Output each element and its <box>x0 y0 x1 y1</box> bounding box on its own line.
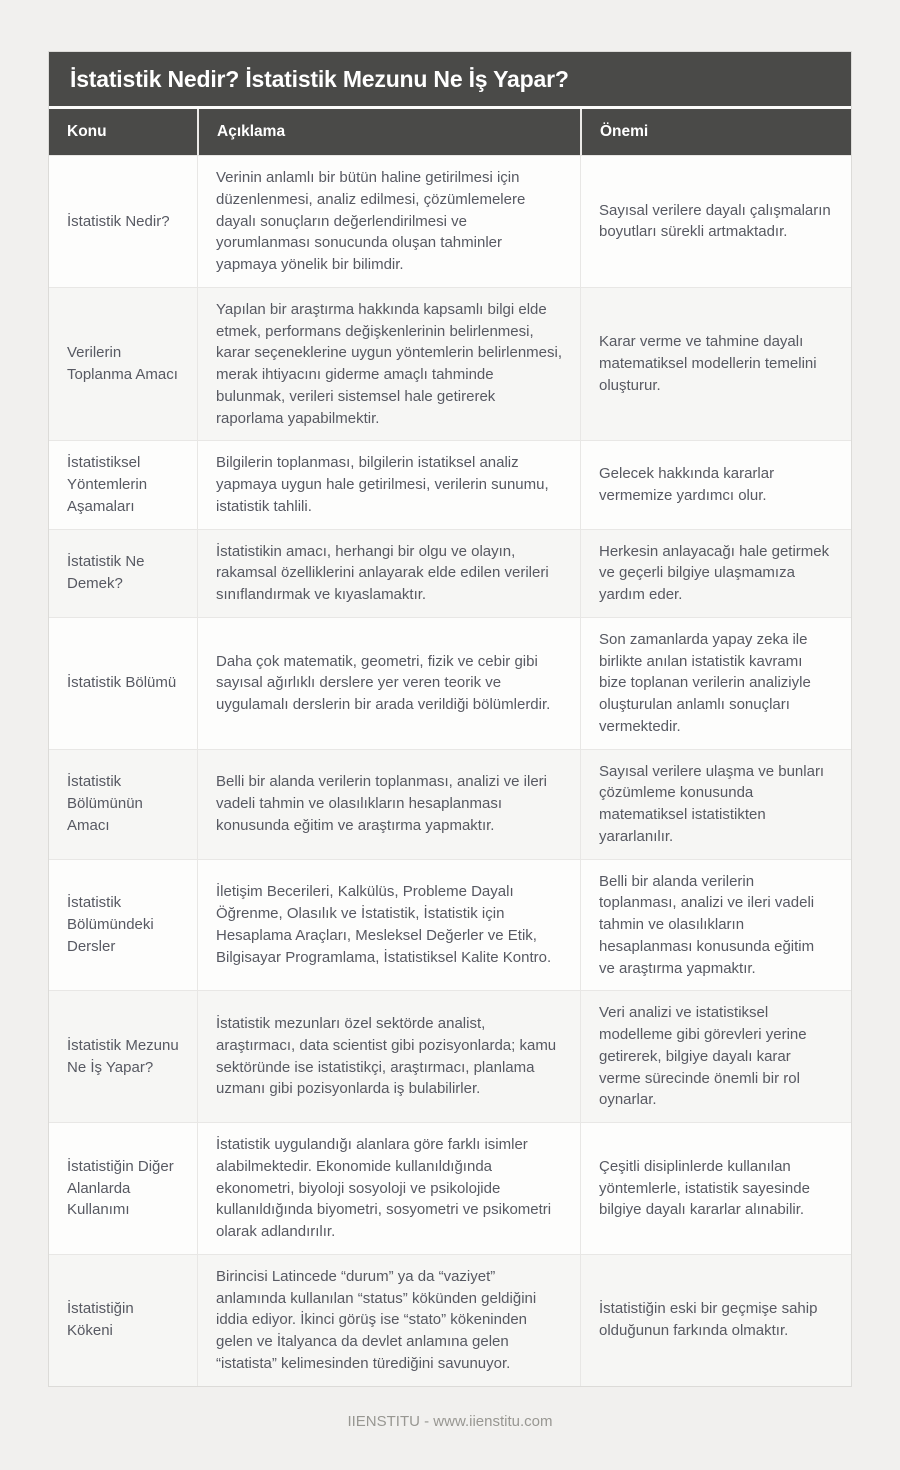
table-row <box>49 529 851 617</box>
topic-cell: İstatistik Mezunu Ne İş Yapar? <box>49 990 197 1122</box>
description-cell: İstatistik uygulandığı alanlara göre farklı isimler alabilmektedir. Ekonomide kullanıldığında ekonometri, biyoloji sosyoloji ve psikolojide kullanıldığında biyometri, sosyometri ve psikometri olarak adlandırılır. <box>197 1122 580 1254</box>
importance-cell: İstatistiğin eski bir geçmişe sahip olduğunun farkında olmaktır. <box>580 1254 851 1386</box>
description-cell: Bilgilerin toplanması, bilgilerin istatiksel analiz yapmaya uygun hale getirilmesi, verilerin sunumu, istatistik tahlili. <box>197 440 580 528</box>
importance-cell: Son zamanlarda yapay zeka ile birlikte anılan istatistik kavramı bize toplanan verilerin analiziyle oluşturulan anlamlı sonuçları vermektedir. <box>580 617 851 749</box>
description-cell: Yapılan bir araştırma hakkında kapsamlı bilgi elde etmek, performans değişkenlerinin belirlenmesi, karar seçeneklerine uygun yöntemlerin belirlenmesi, merak ihtiyacını giderme amaçlı tahminde bulunmak, verileri sistemsel hale getirerek raporlama yapabilmektir. <box>197 287 580 441</box>
column-header-konu: Konu <box>49 109 197 155</box>
table-row <box>49 155 851 287</box>
description-cell: İstatistikin amacı, herhangi bir olgu ve olayın, rakamsal özelliklerini anlayarak elde edilen verileri sınıflandırmak ve kıyaslamaktır. <box>197 529 580 617</box>
importance-cell: Karar verme ve tahmine dayalı matematiksel modellerin temelini oluşturur. <box>580 287 851 441</box>
statistics-table <box>49 109 851 1386</box>
table-row <box>49 440 851 528</box>
importance-cell: Belli bir alanda verilerin toplanması, analizi ve ileri vadeli tahmin ve olasılıkların hesaplanması konusunda eğitim ve araştırma yapmaktır. <box>580 859 851 991</box>
importance-cell: Herkesin anlayacağı hale getirmek ve geçerli bilgiye ulaşmamıza yardım eder. <box>580 529 851 617</box>
topic-cell: İstatistiğin Kökeni <box>49 1254 197 1386</box>
topic-cell: İstatistik Ne Demek? <box>49 529 197 617</box>
topic-cell: İstatistik Bölümünün Amacı <box>49 749 197 859</box>
description-cell: Verinin anlamlı bir bütün haline getirilmesi için düzenlenmesi, analiz edilmesi, çözümlemelere dayalı sonuçların değerlendirilmesi ve yorumlanması sonucunda oluşan tahminler yapmaya yönelik bir bilimdir. <box>197 155 580 287</box>
footer-credit: IIENSTITU - www.iienstitu.com <box>347 1412 553 1430</box>
table-row <box>49 1254 851 1386</box>
importance-cell: Sayısal verilere ulaşma ve bunları çözümleme konusunda matematiksel istatistikten yararlanılır. <box>580 749 851 859</box>
statistics-info-card <box>48 51 852 1387</box>
importance-cell: Veri analizi ve istatistiksel modelleme gibi görevleri yerine getirerek, bilgiye dayalı karar verme sürecinde önemli bir rol oynarlar. <box>580 990 851 1122</box>
page-title: İstatistik Nedir? İstatistik Mezunu Ne İş Yapar? <box>49 52 851 106</box>
importance-cell: Gelecek hakkında kararlar vermemize yardımcı olur. <box>580 440 851 528</box>
topic-cell: İstatistiğin Diğer Alanlarda Kullanımı <box>49 1122 197 1254</box>
table-header-row <box>49 109 851 155</box>
importance-cell: Sayısal verilere dayalı çalışmaların boyutları sürekli artmaktadır. <box>580 155 851 287</box>
description-cell: Birincisi Latincede “durum” ya da “vaziyet” anlamında kullanılan “status” kökünden geldiğini iddia ediyor. İkinci görüş ise “stato” kökeninden gelen ve İtalyanca da devlet anlamına gelen “istatista” kelimesinden türediğini savunuyor. <box>197 1254 580 1386</box>
description-cell: İstatistik mezunları özel sektörde analist, araştırmacı, data scientist gibi pozisyonlarda; kamu sektöründe ise istatistikçi, araştırmacı, planlama uzmanı gibi pozisyonlarda iş bulabilirler. <box>197 990 580 1122</box>
table-row <box>49 859 851 991</box>
topic-cell: İstatistik Bölümündeki Dersler <box>49 859 197 991</box>
table-row <box>49 287 851 441</box>
description-cell: Belli bir alanda verilerin toplanması, analizi ve ileri vadeli tahmin ve olasılıkların hesaplanması konusunda eğitim ve araştırma yapmaktır. <box>197 749 580 859</box>
topic-cell: İstatistik Bölümü <box>49 617 197 749</box>
table-row <box>49 749 851 859</box>
description-cell: İletişim Becerileri, Kalkülüs, Probleme Dayalı Öğrenme, Olasılık ve İstatistik, İstatistik için Hesaplama Araçları, Mesleksel Değerler ve Etik, Bilgisayar Programlama, İstatistiksel Kalite Kontro. <box>197 859 580 991</box>
column-header-aciklama: Açıklama <box>197 109 580 155</box>
topic-cell: İstatistiksel Yöntemlerin Aşamaları <box>49 440 197 528</box>
topic-cell: Verilerin Toplanma Amacı <box>49 287 197 441</box>
column-header-onemi: Önemi <box>580 109 851 155</box>
topic-cell: İstatistik Nedir? <box>49 155 197 287</box>
table-row <box>49 990 851 1122</box>
description-cell: Daha çok matematik, geometri, fizik ve cebir gibi sayısal ağırlıklı derslere yer veren teorik ve uygulamalı derslerin bir arada verildiği bölümlerdir. <box>197 617 580 749</box>
table-row <box>49 1122 851 1254</box>
table-row <box>49 617 851 749</box>
importance-cell: Çeşitli disiplinlerde kullanılan yöntemlerle, istatistik sayesinde bilgiye dayalı kararlar alınabilir. <box>580 1122 851 1254</box>
